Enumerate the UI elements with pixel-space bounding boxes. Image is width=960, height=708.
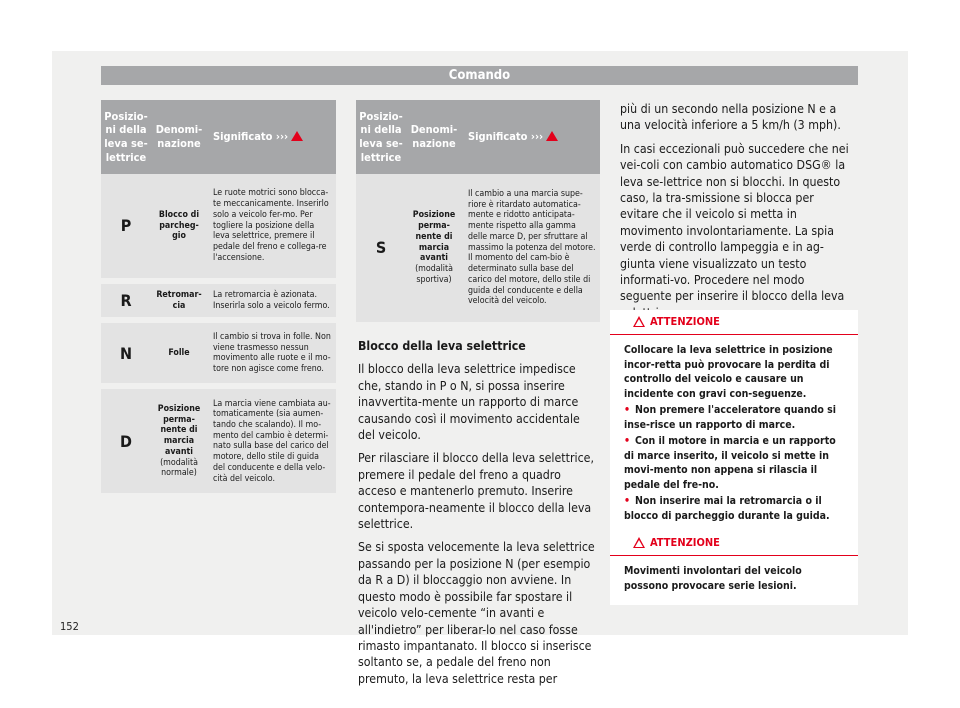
paragraph: Per rilasciare il blocco della leva selettrice, premere il pedale del freno a quadro acceso e mantenerlo premuto. Inserire contempora-neamente il blocco della leva selettrice.	[358, 451, 594, 532]
gear-letter: N	[101, 320, 151, 386]
gear-name: Posizione perma-nente di marcia avanti (modalità sportiva)	[406, 174, 462, 325]
table-row	[101, 174, 336, 281]
col-meaning: Significato ›››	[462, 100, 600, 174]
table-row	[101, 320, 336, 386]
warning-item: • Non inserire mai la retromarcia o il blocco di parcheggio durante la guida.	[624, 495, 830, 522]
table-header-row	[101, 100, 336, 174]
warning-text: Movimenti involontari del veicolo possono provocare serie lesioni.	[624, 565, 802, 592]
gear-name: Retromar-cia	[151, 281, 207, 320]
gear-letter: D	[101, 386, 151, 496]
table-row	[101, 281, 336, 320]
col-meaning: Significato ›››	[207, 100, 336, 174]
table-header-row	[356, 100, 600, 174]
table-row	[101, 386, 336, 496]
warning-intro: Collocare la leva selettrice in posizione incor-retta può provocare la perdita di controllo del veicolo e causare un incidente con gravi con-seguenze.	[624, 344, 833, 400]
gear-name: Posizione perma-nente di marcia avanti (modalità normale)	[151, 386, 207, 496]
gear-name: Folle	[151, 320, 207, 386]
gear-table-1	[101, 100, 336, 499]
warning-body	[610, 335, 858, 535]
gear-description: La retromarcia è azionata. Inserirla solo a veicolo fermo.	[207, 281, 336, 320]
col-position: Posizio-ni della leva se-lettrice	[356, 100, 406, 174]
paragraph: In casi eccezionali può succedere che nei vei-coli con cambio automatico DSG® la leva se-lettrice non si blocchi. In questo caso, la tra-smissione si blocca per evitare che il veicolo si metta in movimento involontariamente. La spia verde di controllo lampeggia e in ag-giunta viene visualizzato un testo informati-vo. Procedere nel modo seguente per inserire il blocco della leva	[620, 141, 849, 304]
table-row	[356, 174, 600, 325]
section-heading: Blocco della leva selettrice	[358, 339, 526, 353]
paragraph: Se si sposta velocemente la leva selettrice passando per la posizione N (per esempio da R a D) il bloccaggio non avviene. In questo modo è possibile far spostare il veicolo velo-cemente “in avanti e all'indietro” per liberar-lo nel caso fosse rimasto impantanato. Il blocco si inserisce soltanto se, a pedale del freno non premuto, la leva selettrice resta per	[358, 540, 595, 686]
page-number: 152	[60, 620, 79, 633]
gear-description: Il cambio si trova in folle. Non viene trasmesso nessun movimento alle ruote e il mo-tore non agisce come freno.	[207, 320, 336, 386]
gear-letter: P	[101, 174, 151, 281]
gear-description: Il cambio a una marcia supe-riore è ritardato automatica-mente e ridotto anticipata-mente rispetto alla gamma delle marce D, per sfruttare al massimo la potenza del motore. Il momento del cam-bio è determinato sulla base del carico del motore, dello stile di guida del conducente e della velocità del veicolo.	[462, 174, 600, 325]
page-header: Comando	[101, 66, 858, 85]
warning-header: ATTENZIONE	[610, 310, 858, 335]
warning-box-2	[610, 531, 858, 605]
warning-item: • Non premere l'acceleratore quando si inse-risce un rapporto di marce.	[624, 404, 837, 431]
col-position: Posizio-ni della leva se-lettrice	[101, 100, 151, 174]
bullet-icon: •	[624, 435, 631, 447]
col-name: Denomi-nazione	[406, 100, 462, 174]
bullet-icon: •	[624, 404, 631, 416]
warning-icon	[546, 131, 558, 141]
col-name: Denomi-nazione	[151, 100, 207, 174]
warning-header: ATTENZIONE	[610, 531, 858, 556]
warning-box-1	[610, 310, 858, 535]
gear-description: La marcia viene cambiata au-tomaticamente (sia aumen-tando che scalando). Il mo-mento del cambio è determi-nato sulla base del carico del motore, dello stile di guida del conducente e della velo-cità del veicolo.	[207, 386, 336, 496]
paragraph: più di un secondo nella posizione N e a una velocità inferiore a 5 km/h (3 mph).	[620, 102, 841, 133]
gear-name: Blocco di parcheg-gio	[151, 174, 207, 281]
gear-letter: S	[356, 174, 406, 325]
warning-item: • Con il motore in marcia e un rapporto di marce inserito, il veicolo si mette in movi-mento non appena si rilascia il pedale del fre-no.	[624, 435, 836, 491]
gear-letter: R	[101, 281, 151, 320]
middle-column	[358, 338, 600, 694]
warning-icon	[291, 131, 303, 141]
warning-body	[610, 556, 858, 605]
gear-description: Le ruote motrici sono blocca-te meccanicamente. Inserirlo solo a veicolo fer-mo. Per togliere la posizione della leva selettrice, premere il pedale del freno e collega-re l'accensione.	[207, 174, 336, 281]
paragraph: Il blocco della leva selettrice impedisce che, stando in P o N, si possa inserire inavvertita-mente un rapporto di marce causando così il movimento accidentale del veicolo.	[358, 362, 580, 443]
gear-table-2	[356, 100, 600, 328]
bullet-icon: •	[624, 495, 631, 507]
